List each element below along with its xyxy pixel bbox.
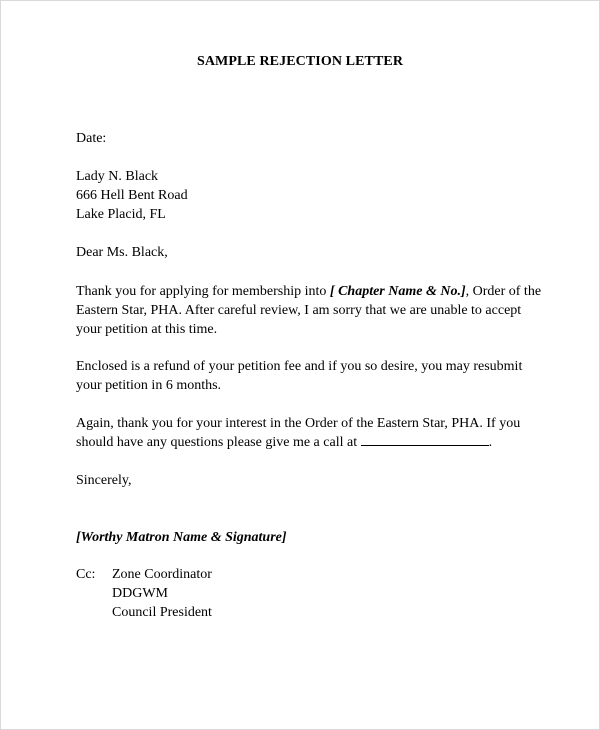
closing-text: Sincerely,: [76, 473, 132, 488]
date-label: Date:: [76, 131, 107, 146]
cc-label: Cc:: [76, 567, 96, 582]
salutation-text: Dear Ms. Black,: [76, 245, 168, 260]
paragraph-2: [76, 357, 556, 395]
paragraph-1-line-2: Eastern Star, PHA. After careful review, I am sorry that we are unable to accept: [76, 303, 522, 318]
paragraph-1-line-1: [76, 282, 556, 301]
recipient-city: Lake Placid, FL: [76, 207, 166, 222]
paragraph-1-line-1-start: Thank you for applying for membership into: [76, 284, 330, 299]
closing: [76, 471, 556, 490]
salutation: [76, 243, 556, 262]
phone-number-blank: [361, 433, 489, 446]
signature-placeholder: [Worthy Matron Name & Signature]: [76, 530, 287, 545]
paragraph-3-line-2-end: .: [488, 435, 493, 450]
recipient-name: Lady N. Black: [76, 169, 159, 184]
paragraph-3-line-2-start: should have any questions please give me a call at: [76, 435, 361, 450]
paragraph-2-line-1: Enclosed is a refund of your petition fee and if you so desire, you may resubmit: [76, 359, 523, 374]
cc-recipients: [112, 565, 212, 622]
recipient-street: 666 Hell Bent Road: [76, 188, 188, 203]
paragraph-2-line-2: your petition in 6 months.: [76, 378, 222, 393]
paragraph-1: [76, 282, 556, 339]
cc-recipient: Council President: [112, 605, 212, 620]
cc-recipient: Zone Coordinator: [112, 567, 212, 582]
cc-recipient: DDGWM: [112, 586, 168, 601]
paragraph-3-line-2: [76, 433, 556, 452]
paragraph-3: [76, 414, 556, 452]
recipient-address: [76, 167, 556, 224]
chapter-name-placeholder: [ Chapter Name & No.]: [329, 284, 466, 299]
paragraph-3-line-1: Again, thank you for your interest in the Order of the Eastern Star, PHA. If you: [76, 416, 521, 431]
date-line: [76, 129, 556, 148]
paragraph-1-line-1-end: , Order of the: [465, 284, 542, 299]
paragraph-1-line-3: your petition at this time.: [76, 322, 218, 337]
letter-title: SAMPLE REJECTION LETTER: [196, 54, 404, 69]
signature-block: [76, 528, 556, 547]
